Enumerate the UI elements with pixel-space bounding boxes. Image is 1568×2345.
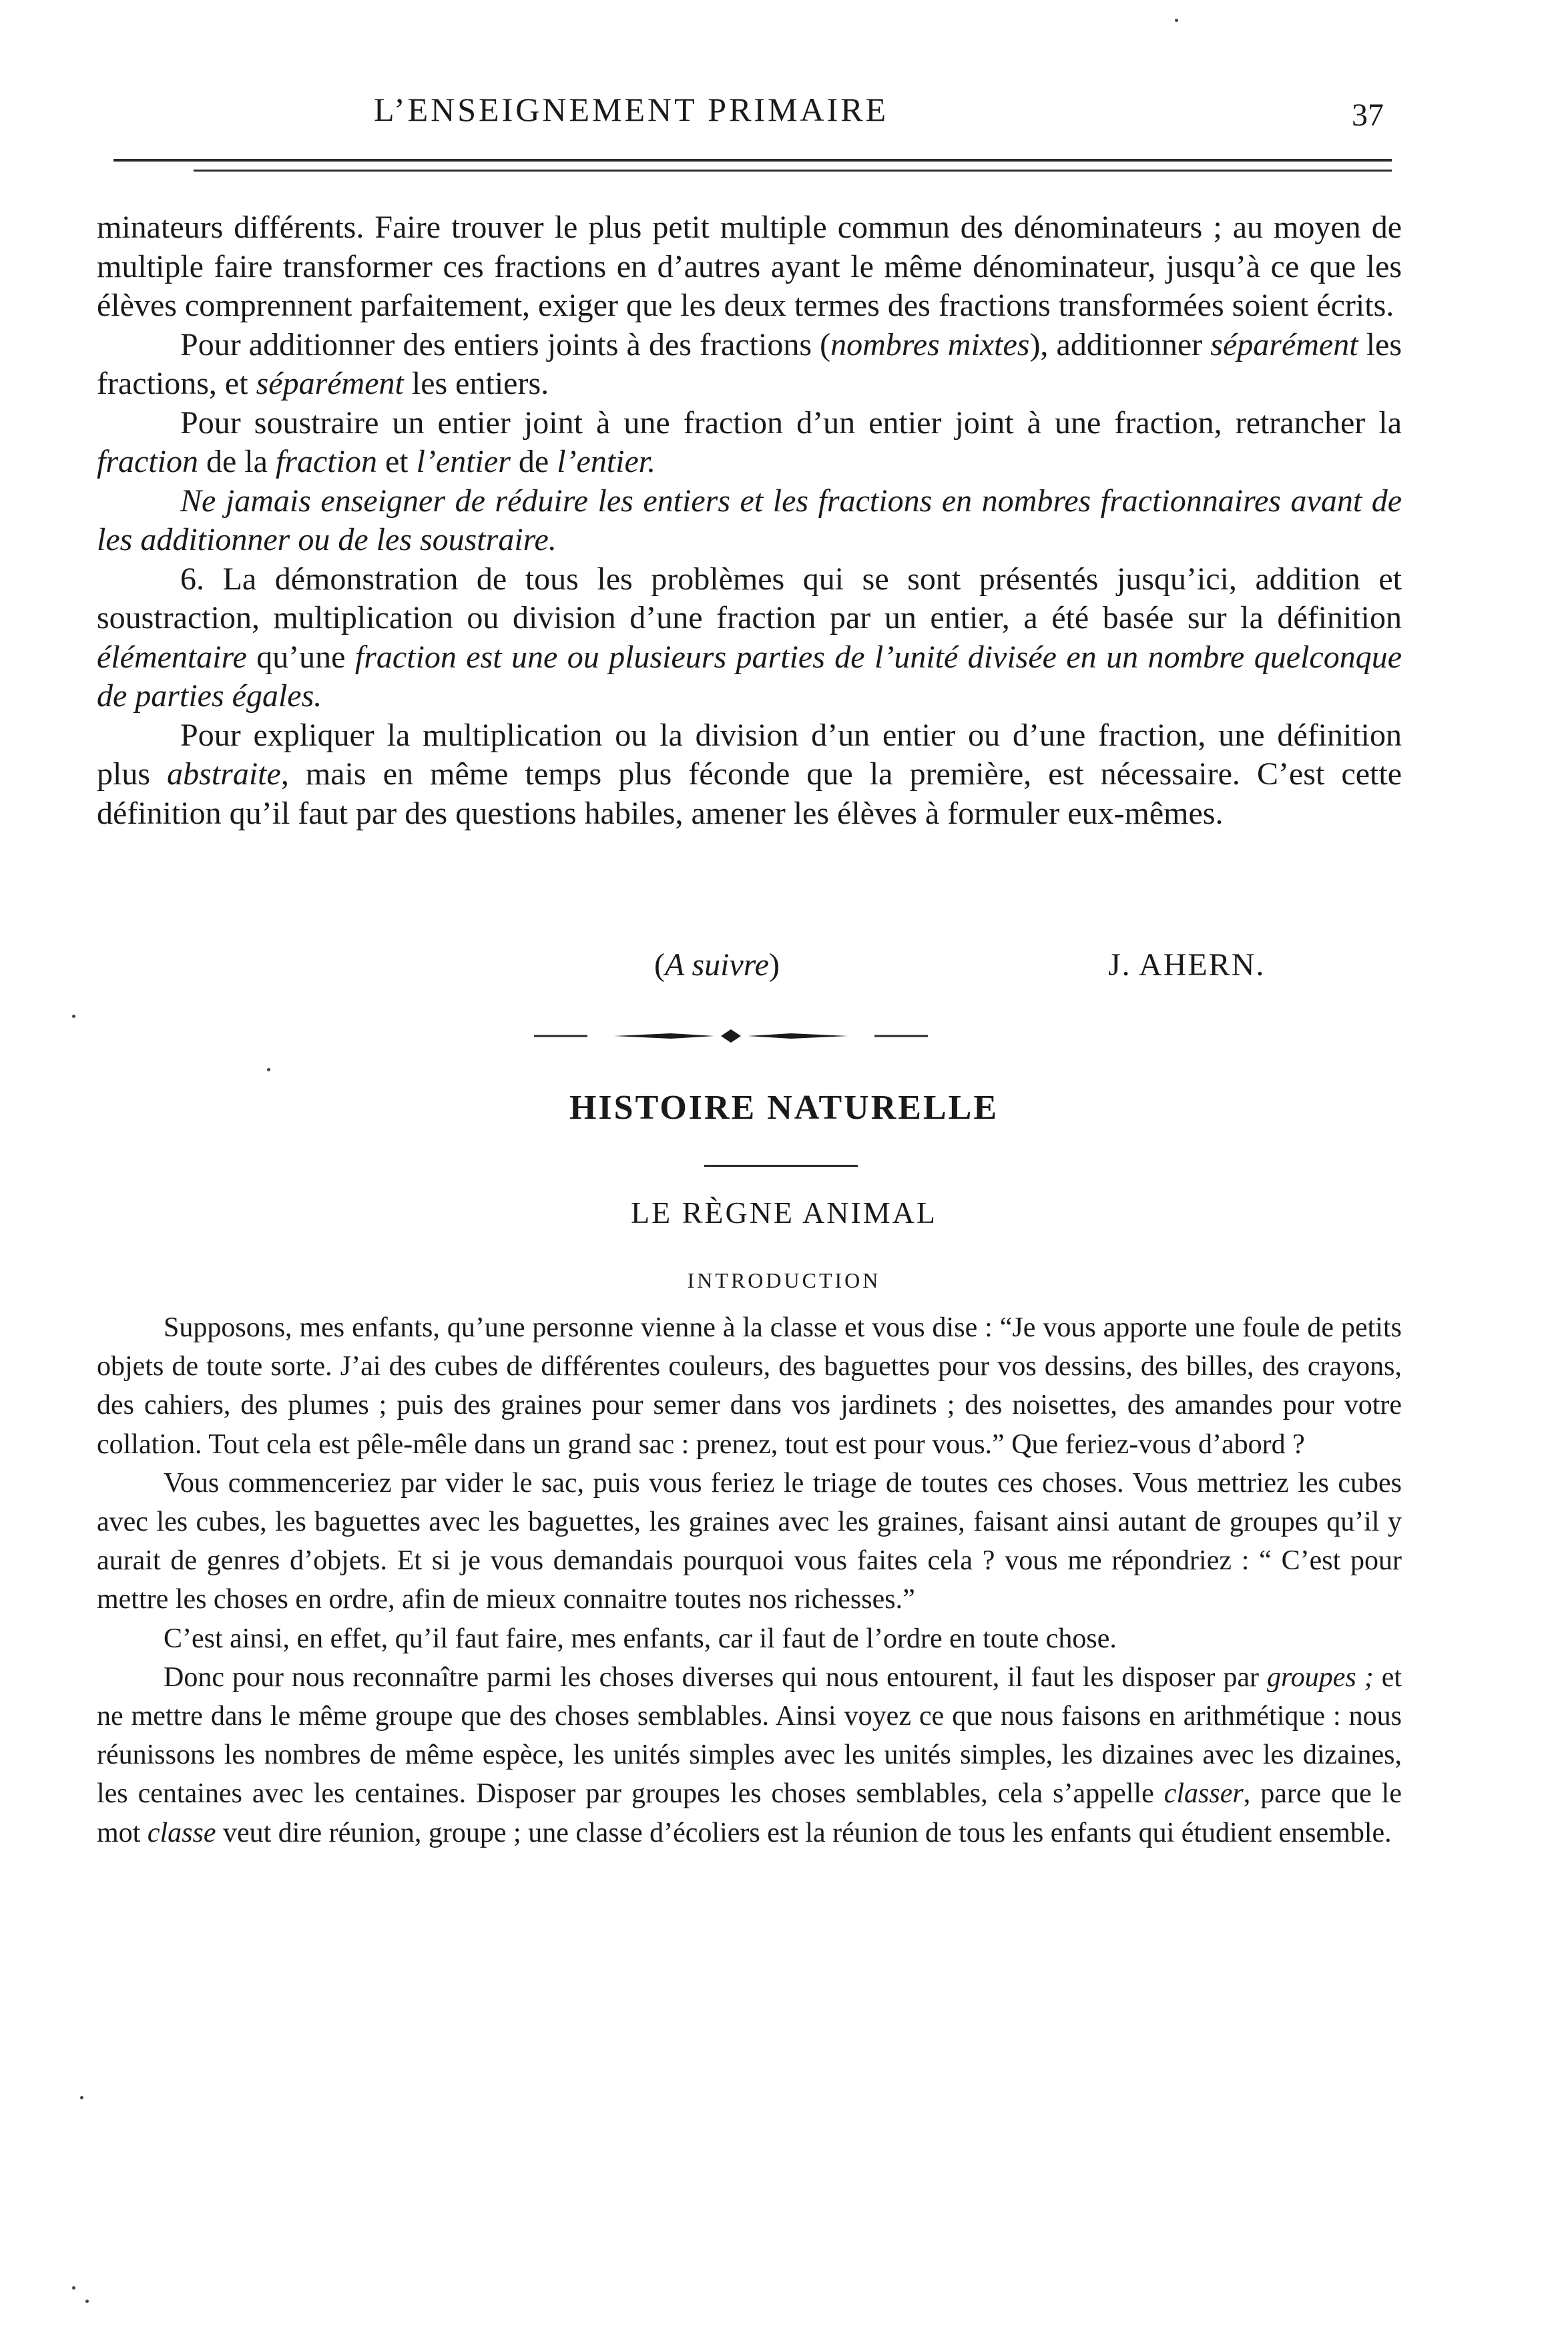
section-paragraph: Donc pour nous reconnaître parmi les choses diverses qui nous entourent, il faut les disposer par groupes ; et ne mettre dans le même groupe que des choses semblables. Ainsi voyez ce que nous faisons en arithmétique : nous réunissons les nombres de même espèce, les unités simples avec les unités simples, les dizaines avec les dizaines, les centaines avec les centaines. Disposer par groupes les choses semblables, cela s’appelle classer, parce que le mot classe veut dire réunion, groupe ; une classe d’écoliers est la réunion de tous les enfants qui étudient ensemble. <box>97 1661 1402 1848</box>
section-paragraph: Vous commenceriez par vider le sac, puis vous feriez le triage de toutes ces choses. Vous mettriez les cubes avec les cubes, les baguettes avec les baguettes, les graines avec les graines, faisant ainsi autant de groupes qu’il y aurait de genres d’objets. Et si je vous demandais pourquoi vous faites cela ? vous me répondriez : “ C’est pour mettre les choses en ordre, afin de mieux connaitre toutes nos richesses.” <box>97 1467 1402 1615</box>
article-paragraph: Pour soustraire un entier joint à une fraction d’un entier joint à une fraction, retrancher la fraction de la fraction et l’entier de l’entier. <box>97 405 1402 479</box>
intro-heading: INTRODUCTION <box>687 1268 881 1292</box>
article-paragraph: Pour additionner des entiers joints à des fractions (nombres mixtes), additionner séparément les fractions, et séparément les entiers. <box>97 326 1402 401</box>
article-paragraph: Ne jamais enseigner de réduire les entiers et les fractions en nombres fractionnaires avant de les additionner ou de les soustraire. <box>97 483 1402 557</box>
page-number: 37 <box>1352 97 1384 133</box>
article-paragraph: minateurs différents. Faire trouver le plus petit multiple commun des dénominateurs ; au moyen de multiple faire transformer ces fractions en d’autres ayant le même dénominateur, jusqu’à ce que les élèves comprennent parfaitement, exiger que les deux termes des fractions transformées soient écrits. <box>97 210 1402 323</box>
subsection-title: LE RÈGNE ANIMAL <box>631 1196 937 1230</box>
paper-speck <box>80 2096 83 2099</box>
section-title-rule <box>704 1165 858 1167</box>
article-paragraph: Pour expliquer la multiplication ou la division d’un entier ou d’une fraction, une définition plus abstraite, mais en même temps plus féconde que la première, est nécessaire. C’est cette définition qu’il faut par des questions habiles, amener les élèves à formuler eux-mêmes. <box>97 717 1402 831</box>
paper-speck <box>267 1068 270 1071</box>
section-body <box>97 1308 1402 1852</box>
article-paragraph: 6. La démonstration de tous les problèmes qui se sont présentés jusqu’ici, addition et soustraction, multiplication ou division d’une fraction par un entier, a été basée sur la définition élémentaire qu’une fraction est une ou plusieurs parties de l’unité divisée en un nombre quelconque de parties égales. <box>97 561 1402 714</box>
paper-speck <box>85 2300 89 2303</box>
author-signature: J. AHERN. <box>1108 947 1266 983</box>
paper-speck <box>1175 19 1178 22</box>
section-title: HISTOIRE NATURELLE <box>569 1089 999 1127</box>
section-paragraph: C’est ainsi, en effet, qu’il faut faire, mes enfants, car il faut de l’ordre en toute chose. <box>164 1623 1117 1654</box>
header-rule-bottom <box>194 170 1392 172</box>
section-paragraph: Supposons, mes enfants, qu’une personne vienne à la classe et vous dise : “Je vous apporte une foule de petits objets de toute sorte. J’ai des cubes de différentes couleurs, des baguettes pour vos dessins, des billes, des crayons, des cahiers, des plumes ; puis des graines pour semer dans vos jardinets ; des noisettes, des amandes pour votre collation. Tout cela est pêle-mêle dans un grand sac : prenez, tout est pour vous.” Que feriez-vous d’abord ? <box>97 1312 1402 1460</box>
running-head <box>0 90 1568 144</box>
paper-speck <box>72 1015 75 1018</box>
continuation-note: (A suivre) <box>654 947 780 983</box>
signature-row <box>0 947 1568 987</box>
paper-speck <box>72 2286 75 2290</box>
article-body <box>97 208 1402 833</box>
header-rule-top <box>113 159 1392 162</box>
section-divider-ornament <box>534 1028 928 1044</box>
running-title: L’ENSEIGNEMENT PRIMAIRE <box>374 91 889 128</box>
